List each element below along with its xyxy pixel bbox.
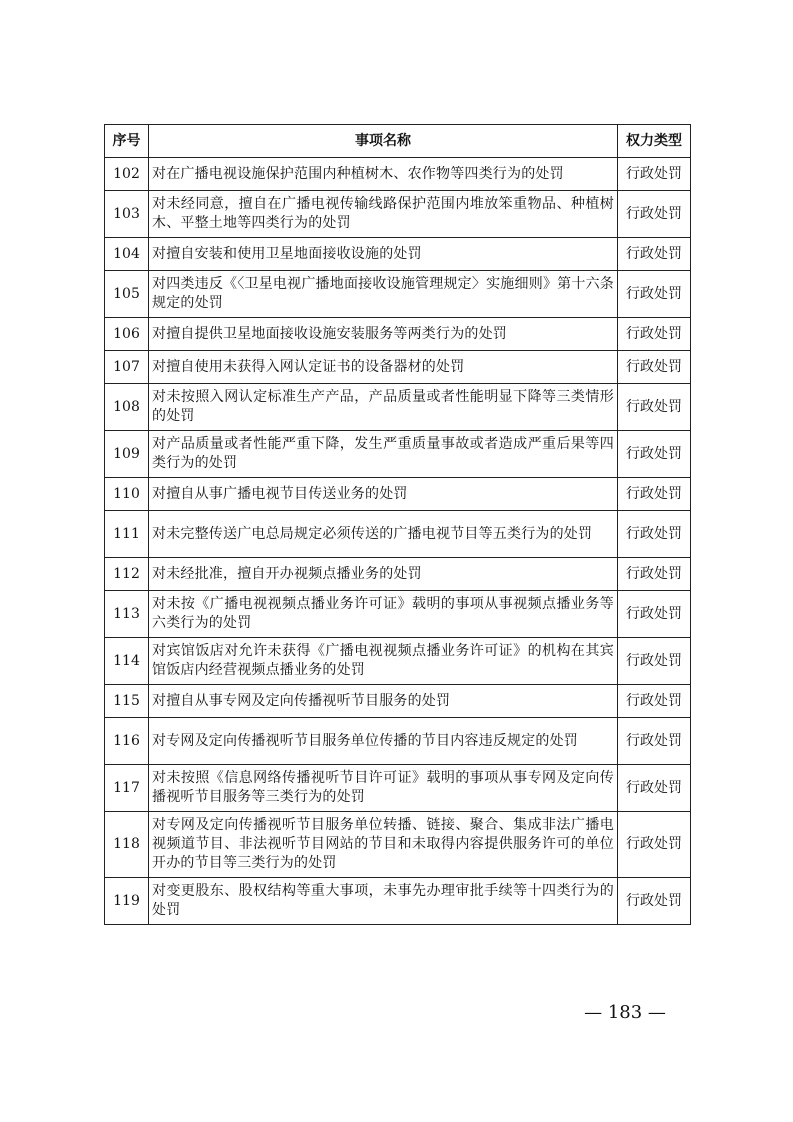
row-type: 行政处罚 xyxy=(618,591,691,638)
row-type: 行政处罚 xyxy=(618,271,691,318)
row-name: 对未经批准，擅自开办视频点播业务的处罚 xyxy=(149,558,618,591)
row-seq: 110 xyxy=(105,478,149,511)
row-name: 对专网及定向传播视听节目服务单位转播、链接、聚合、集成非法广播电视频道节目、非法视听节目网站的节目和未取得内容提供服务许可的单位开办的节目等三类行为的处罚 xyxy=(149,812,618,878)
row-type: 行政处罚 xyxy=(618,384,691,431)
row-type: 行政处罚 xyxy=(618,558,691,591)
table-row xyxy=(105,511,691,558)
header-type: 权力类型 xyxy=(618,125,691,158)
row-name: 对未经同意，擅自在广播电视传输线路保护范围内堆放笨重物品、种植树木、平整土地等四类行为的处罚 xyxy=(149,191,618,238)
row-seq: 104 xyxy=(105,238,149,271)
table-row xyxy=(105,318,691,351)
table-header-row xyxy=(105,125,691,158)
table-row xyxy=(105,718,691,765)
row-seq: 103 xyxy=(105,191,149,238)
table-row xyxy=(105,638,691,685)
row-type: 行政处罚 xyxy=(618,638,691,685)
row-name: 对产品质量或者性能严重下降，发生严重质量事故或者造成严重后果等四类行为的处罚 xyxy=(149,431,618,478)
header-name: 事项名称 xyxy=(149,125,618,158)
row-type: 行政处罚 xyxy=(618,351,691,384)
items-table xyxy=(104,124,691,925)
row-seq: 113 xyxy=(105,591,149,638)
table-row xyxy=(105,351,691,384)
row-name: 对未按照《信息网络传播视听节目许可证》载明的事项从事专网及定向传播视听节目服务等三类行为的处罚 xyxy=(149,765,618,812)
row-seq: 112 xyxy=(105,558,149,591)
row-type: 行政处罚 xyxy=(618,765,691,812)
table-row xyxy=(105,685,691,718)
row-seq: 116 xyxy=(105,718,149,765)
row-seq: 105 xyxy=(105,271,149,318)
row-seq: 117 xyxy=(105,765,149,812)
row-type: 行政处罚 xyxy=(618,685,691,718)
table-row xyxy=(105,558,691,591)
row-name: 对擅自使用未获得入网认定证书的设备器材的处罚 xyxy=(149,351,618,384)
row-type: 行政处罚 xyxy=(618,511,691,558)
row-type: 行政处罚 xyxy=(618,191,691,238)
row-type: 行政处罚 xyxy=(618,812,691,878)
table-row xyxy=(105,591,691,638)
row-type: 行政处罚 xyxy=(618,318,691,351)
page-number: — 183 — xyxy=(584,1002,666,1023)
row-type: 行政处罚 xyxy=(618,478,691,511)
row-name: 对擅自安装和使用卫星地面接收设施的处罚 xyxy=(149,238,618,271)
row-name: 对未按照入网认定标准生产产品，产品质量或者性能明显下降等三类情形的处罚 xyxy=(149,384,618,431)
row-name: 对未按《广播电视视频点播业务许可证》载明的事项从事视频点播业务等六类行为的处罚 xyxy=(149,591,618,638)
table-row xyxy=(105,812,691,878)
header-seq: 序号 xyxy=(105,125,149,158)
row-seq: 111 xyxy=(105,511,149,558)
table-row xyxy=(105,878,691,925)
table-row xyxy=(105,238,691,271)
row-seq: 102 xyxy=(105,158,149,191)
row-seq: 107 xyxy=(105,351,149,384)
row-seq: 109 xyxy=(105,431,149,478)
row-name: 对未完整传送广电总局规定必须传送的广播电视节目等五类行为的处罚 xyxy=(149,511,618,558)
row-name: 对在广播电视设施保护范围内种植树木、农作物等四类行为的处罚 xyxy=(149,158,618,191)
table-row xyxy=(105,271,691,318)
row-seq: 115 xyxy=(105,685,149,718)
row-seq: 118 xyxy=(105,812,149,878)
row-name: 对擅自从事广播电视节目传送业务的处罚 xyxy=(149,478,618,511)
row-type: 行政处罚 xyxy=(618,718,691,765)
table-row xyxy=(105,431,691,478)
row-name: 对宾馆饭店对允许未获得《广播电视视频点播业务许可证》的机构在其宾馆饭店内经营视频点播业务的处罚 xyxy=(149,638,618,685)
row-type: 行政处罚 xyxy=(618,238,691,271)
row-name: 对专网及定向传播视听节目服务单位传播的节目内容违反规定的处罚 xyxy=(149,718,618,765)
row-type: 行政处罚 xyxy=(618,878,691,925)
row-seq: 108 xyxy=(105,384,149,431)
table-row xyxy=(105,765,691,812)
row-seq: 114 xyxy=(105,638,149,685)
row-seq: 119 xyxy=(105,878,149,925)
row-type: 行政处罚 xyxy=(618,158,691,191)
row-seq: 106 xyxy=(105,318,149,351)
row-name: 对变更股东、股权结构等重大事项，未事先办理审批手续等十四类行为的处罚 xyxy=(149,878,618,925)
table-row xyxy=(105,191,691,238)
row-type: 行政处罚 xyxy=(618,431,691,478)
row-name: 对擅自从事专网及定向传播视听节目服务的处罚 xyxy=(149,685,618,718)
table-row xyxy=(105,158,691,191)
row-name: 对擅自提供卫星地面接收设施安装服务等两类行为的处罚 xyxy=(149,318,618,351)
table-row xyxy=(105,478,691,511)
row-name: 对四类违反《〈卫星电视广播地面接收设施管理规定〉实施细则》第十六条规定的处罚 xyxy=(149,271,618,318)
table-row xyxy=(105,384,691,431)
